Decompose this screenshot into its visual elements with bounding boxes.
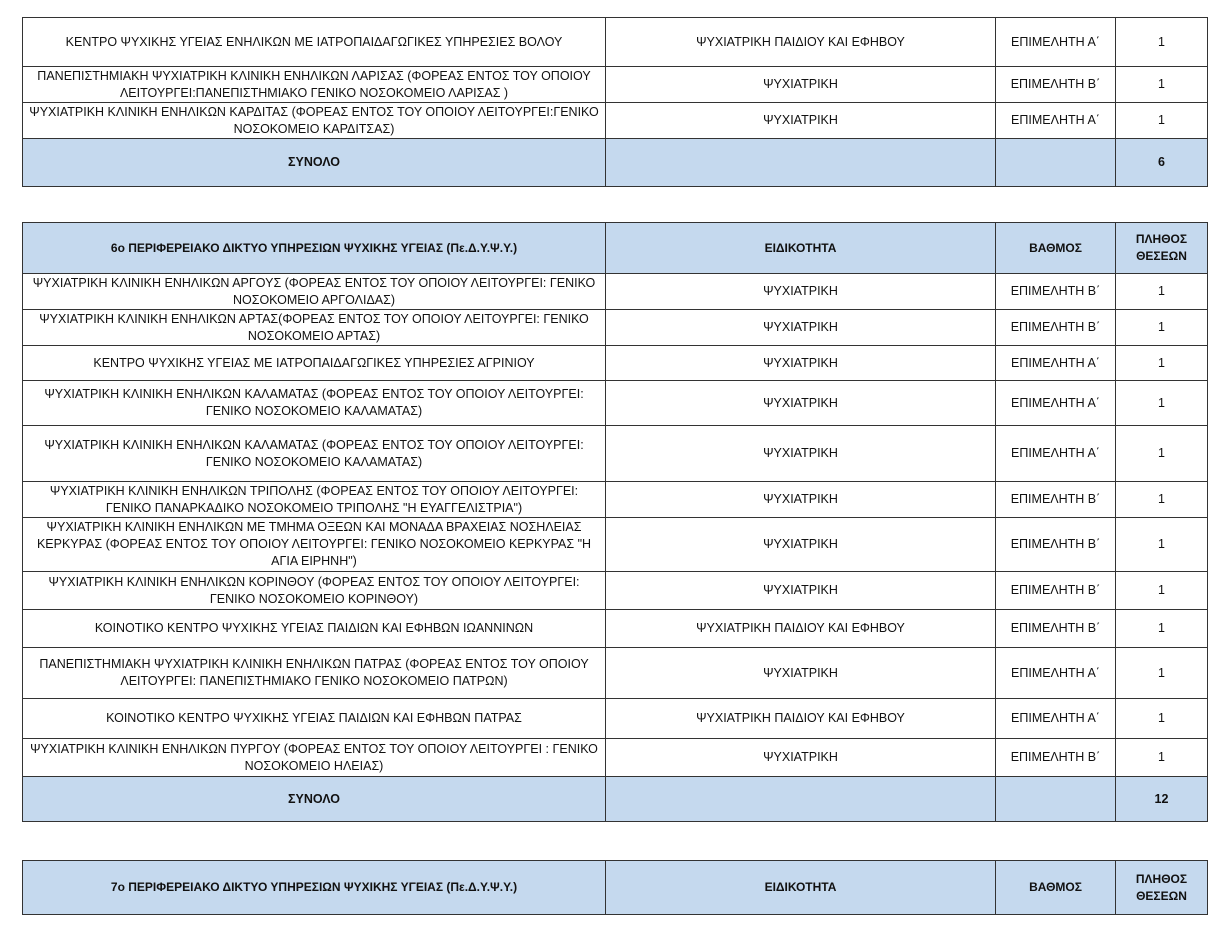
grade-cell: ΕΠΙΜΕΛΗΤΗ Β΄ [996, 572, 1116, 610]
specialty-cell: ΨΥΧΙΑΤΡΙΚΗ [606, 739, 996, 777]
specialty-cell: ΨΥΧΙΑΤΡΙΚΗ [606, 67, 996, 103]
table-row [23, 572, 1208, 610]
positions-cell: 1 [1116, 18, 1208, 67]
table-row [23, 274, 1208, 310]
grade-cell: ΕΠΙΜΕΛΗΤΗ Α΄ [996, 103, 1116, 139]
positions-cell: 1 [1116, 346, 1208, 381]
unit-cell: ΨΥΧΙΑΤΡΙΚΗ ΚΛΙΝΙΚΗ ΕΝΗΛΙΚΩΝ ΑΡΤΑΣ(ΦΟΡΕΑΣ ΕΝΤΟΣ ΤΟΥ ΟΠΟΙΟΥ ΛΕΙΤΟΥΡΓΕΙ: ΓΕΝΙΚΟ ΝΟΣΟΚΟΜΕΙΟ ΑΡΤΑΣ) [23, 310, 606, 346]
table-row [23, 648, 1208, 699]
header-specialty: ΕΙΔΙΚΟΤΗΤΑ [606, 861, 996, 915]
header-grade: ΒΑΘΜΟΣ [996, 223, 1116, 274]
region-6-table [22, 222, 1208, 822]
total-row [23, 777, 1208, 822]
total-value: 12 [1116, 777, 1208, 822]
positions-cell: 1 [1116, 572, 1208, 610]
positions-cell: 1 [1116, 648, 1208, 699]
table-row [23, 518, 1208, 572]
specialty-cell: ΨΥΧΙΑΤΡΙΚΗ [606, 310, 996, 346]
specialty-cell: ΨΥΧΙΑΤΡΙΚΗ [606, 346, 996, 381]
grade-cell: ΕΠΙΜΕΛΗΤΗ Β΄ [996, 518, 1116, 572]
unit-cell: ΠΑΝΕΠΙΣΤΗΜΙΑΚΗ ΨΥΧΙΑΤΡΙΚΗ ΚΛΙΝΙΚΗ ΕΝΗΛΙΚΩΝ ΛΑΡΙΣΑΣ (ΦΟΡΕΑΣ ΕΝΤΟΣ ΤΟΥ ΟΠΟΙΟΥ ΛΕΙΤΟΥΡΓΕΙ:ΠΑΝΕΠΙΣΤΗΜΙΑΚΟ ΓΕΝΙΚΟ ΝΟΣΟΚΟΜΕΙΟ ΛΑΡΙΣΑΣ ) [23, 67, 606, 103]
unit-cell: ΚΟΙΝΟΤΙΚΟ ΚΕΝΤΡΟ ΨΥΧΙΚΗΣ ΥΓΕΙΑΣ ΠΑΙΔΙΩΝ ΚΑΙ ΕΦΗΒΩΝ ΙΩΑΝΝΙΝΩΝ [23, 610, 606, 648]
specialty-cell: ΨΥΧΙΑΤΡΙΚΗ ΠΑΙΔΙΟΥ ΚΑΙ ΕΦΗΒΟΥ [606, 699, 996, 739]
unit-cell: ΚΕΝΤΡΟ ΨΥΧΙΚΗΣ ΥΓΕΙΑΣ ΜΕ ΙΑΤΡΟΠΑΙΔΑΓΩΓΙΚΕΣ ΥΠΗΡΕΣΙΕΣ ΑΓΡΙΝΙΟΥ [23, 346, 606, 381]
empty-cell [606, 777, 996, 822]
region-7-table [22, 860, 1208, 915]
header-unit: 7ο ΠΕΡΙΦΕΡΕΙΑΚΟ ΔΙΚΤΥΟ ΥΠΗΡΕΣΙΩΝ ΨΥΧΙΚΗΣ ΥΓΕΙΑΣ (Πε.Δ.Υ.Ψ.Υ.) [23, 861, 606, 915]
specialty-cell: ΨΥΧΙΑΤΡΙΚΗ [606, 482, 996, 518]
table-row [23, 699, 1208, 739]
total-value: 6 [1116, 139, 1208, 187]
empty-cell [606, 139, 996, 187]
grade-cell: ΕΠΙΜΕΛΗΤΗ Β΄ [996, 310, 1116, 346]
positions-cell: 1 [1116, 739, 1208, 777]
specialty-cell: ΨΥΧΙΑΤΡΙΚΗ [606, 572, 996, 610]
table-row [23, 482, 1208, 518]
table-row [23, 610, 1208, 648]
header-row [23, 223, 1208, 274]
table-row [23, 426, 1208, 482]
unit-cell: ΚΕΝΤΡΟ ΨΥΧΙΚΗΣ ΥΓΕΙΑΣ ΕΝΗΛΙΚΩΝ ΜΕ ΙΑΤΡΟΠΑΙΔΑΓΩΓΙΚΕΣ ΥΠΗΡΕΣΙΕΣ ΒΟΛΟΥ [23, 18, 606, 67]
unit-cell: ΨΥΧΙΑΤΡΙΚΗ ΚΛΙΝΙΚΗ ΕΝΗΛΙΚΩΝ ΜΕ ΤΜΗΜΑ ΟΞΕΩΝ ΚΑΙ ΜΟΝΑΔΑ ΒΡΑΧΕΙΑΣ ΝΟΣΗΛΕΙΑΣ ΚΕΡΚΥΡΑΣ (ΦΟΡΕΑΣ ΕΝΤΟΣ ΤΟΥ ΟΠΟΙΟΥ ΛΕΙΤΟΥΡΓΕΙ: ΓΕΝΙΚΟ ΝΟΣΟΚΟΜΕΙΟ ΚΕΡΚΥΡΑΣ "Η ΑΓΙΑ ΕΙΡΗΝΗ") [23, 518, 606, 572]
unit-cell: ΨΥΧΙΑΤΡΙΚΗ ΚΛΙΝΙΚΗ ΕΝΗΛΙΚΩΝ ΑΡΓΟΥΣ (ΦΟΡΕΑΣ ΕΝΤΟΣ ΤΟΥ ΟΠΟΙΟΥ ΛΕΙΤΟΥΡΓΕΙ: ΓΕΝΙΚΟ ΝΟΣΟΚΟΜΕΙΟ ΑΡΓΟΛΙΔΑΣ) [23, 274, 606, 310]
header-positions-line1: ΠΛΗΘΟΣ [1135, 871, 1188, 886]
specialty-cell: ΨΥΧΙΑΤΡΙΚΗ ΠΑΙΔΙΟΥ ΚΑΙ ΕΦΗΒΟΥ [606, 610, 996, 648]
empty-cell [996, 139, 1116, 187]
header-specialty: ΕΙΔΙΚΟΤΗΤΑ [606, 223, 996, 274]
table-row [23, 18, 1208, 67]
header-row [23, 861, 1208, 915]
unit-cell: ΨΥΧΙΑΤΡΙΚΗ ΚΛΙΝΙΚΗ ΕΝΗΛΙΚΩΝ ΚΟΡΙΝΘΟΥ (ΦΟΡΕΑΣ ΕΝΤΟΣ ΤΟΥ ΟΠΟΙΟΥ ΛΕΙΤΟΥΡΓΕΙ: ΓΕΝΙΚΟ ΝΟΣΟΚΟΜΕΙΟ ΚΟΡΙΝΘΟΥ) [23, 572, 606, 610]
header-grade: ΒΑΘΜΟΣ [996, 861, 1116, 915]
unit-cell: ΨΥΧΙΑΤΡΙΚΗ ΚΛΙΝΙΚΗ ΕΝΗΛΙΚΩΝ ΚΑΛΑΜΑΤΑΣ (ΦΟΡΕΑΣ ΕΝΤΟΣ ΤΟΥ ΟΠΟΙΟΥ ΛΕΙΤΟΥΡΓΕΙ: ΓΕΝΙΚΟ ΝΟΣΟΚΟΜΕΙΟ ΚΑΛΑΜΑΤΑΣ) [23, 381, 606, 426]
table-row [23, 739, 1208, 777]
positions-cell: 1 [1116, 381, 1208, 426]
table-row [23, 310, 1208, 346]
grade-cell: ΕΠΙΜΕΛΗΤΗ Α΄ [996, 18, 1116, 67]
region-5-table [22, 17, 1208, 187]
total-label: ΣΥΝΟΛΟ [23, 139, 606, 187]
header-positions [1116, 223, 1208, 274]
grade-cell: ΕΠΙΜΕΛΗΤΗ Α΄ [996, 381, 1116, 426]
header-positions-line1: ΠΛΗΘΟΣ [1135, 232, 1188, 246]
table-row [23, 346, 1208, 381]
unit-cell: ΠΑΝΕΠΙΣΤΗΜΙΑΚΗ ΨΥΧΙΑΤΡΙΚΗ ΚΛΙΝΙΚΗ ΕΝΗΛΙΚΩΝ ΠΑΤΡΑΣ (ΦΟΡΕΑΣ ΕΝΤΟΣ ΤΟΥ ΟΠΟΙΟΥ ΛΕΙΤΟΥΡΓΕΙ: ΠΑΝΕΠΙΣΤΗΜΙΑΚΟ ΓΕΝΙΚΟ ΝΟΣΟΚΟΜΕΙΟ ΠΑΤΡΩΝ) [23, 648, 606, 699]
total-row [23, 139, 1208, 187]
table-row [23, 67, 1208, 103]
specialty-cell: ΨΥΧΙΑΤΡΙΚΗ [606, 518, 996, 572]
grade-cell: ΕΠΙΜΕΛΗΤΗ Α΄ [996, 699, 1116, 739]
unit-cell: ΨΥΧΙΑΤΡΙΚΗ ΚΛΙΝΙΚΗ ΕΝΗΛΙΚΩΝ ΠΥΡΓΟΥ (ΦΟΡΕΑΣ ΕΝΤΟΣ ΤΟΥ ΟΠΟΙΟΥ ΛΕΙΤΟΥΡΓΕΙ : ΓΕΝΙΚΟ ΝΟΣΟΚΟΜΕΙΟ ΗΛΕΙΑΣ) [23, 739, 606, 777]
positions-cell: 1 [1116, 699, 1208, 739]
specialty-cell: ΨΥΧΙΑΤΡΙΚΗ [606, 648, 996, 699]
total-label: ΣΥΝΟΛΟ [23, 777, 606, 822]
positions-cell: 1 [1116, 610, 1208, 648]
grade-cell: ΕΠΙΜΕΛΗΤΗ Β΄ [996, 67, 1116, 103]
positions-cell: 1 [1116, 274, 1208, 310]
positions-cell: 1 [1116, 482, 1208, 518]
header-unit: 6ο ΠΕΡΙΦΕΡΕΙΑΚΟ ΔΙΚΤΥΟ ΥΠΗΡΕΣΙΩΝ ΨΥΧΙΚΗΣ ΥΓΕΙΑΣ (Πε.Δ.Υ.Ψ.Υ.) [23, 223, 606, 274]
grade-cell: ΕΠΙΜΕΛΗΤΗ Β΄ [996, 274, 1116, 310]
grade-cell: ΕΠΙΜΕΛΗΤΗ Β΄ [996, 482, 1116, 518]
table-row [23, 103, 1208, 139]
unit-cell: ΨΥΧΙΑΤΡΙΚΗ ΚΛΙΝΙΚΗ ΕΝΗΛΙΚΩΝ ΤΡΙΠΟΛΗΣ (ΦΟΡΕΑΣ ΕΝΤΟΣ ΤΟΥ ΟΠΟΙΟΥ ΛΕΙΤΟΥΡΓΕΙ: ΓΕΝΙΚΟ ΠΑΝΑΡΚΑΔΙΚΟ ΝΟΣΟΚΟΜΕΙΟ ΤΡΙΠΟΛΗΣ "Η ΕΥΑΓΓΕΛΙΣΤΡΙΑ") [23, 482, 606, 518]
grade-cell: ΕΠΙΜΕΛΗΤΗ Β΄ [996, 610, 1116, 648]
unit-cell: ΚΟΙΝΟΤΙΚΟ ΚΕΝΤΡΟ ΨΥΧΙΚΗΣ ΥΓΕΙΑΣ ΠΑΙΔΙΩΝ ΚΑΙ ΕΦΗΒΩΝ ΠΑΤΡΑΣ [23, 699, 606, 739]
positions-cell: 1 [1116, 103, 1208, 139]
specialty-cell: ΨΥΧΙΑΤΡΙΚΗ [606, 426, 996, 482]
positions-cell: 1 [1116, 310, 1208, 346]
positions-cell: 1 [1116, 426, 1208, 482]
empty-cell [996, 777, 1116, 822]
unit-cell: ΨΥΧΙΑΤΡΙΚΗ ΚΛΙΝΙΚΗ ΕΝΗΛΙΚΩΝ ΚΑΡΔΙΤΑΣ (ΦΟΡΕΑΣ ΕΝΤΟΣ ΤΟΥ ΟΠΟΙΟΥ ΛΕΙΤΟΥΡΓΕΙ:ΓΕΝΙΚΟ ΝΟΣΟΚΟΜΕΙΟ ΚΑΡΔΙΤΣΑΣ) [23, 103, 606, 139]
grade-cell: ΕΠΙΜΕΛΗΤΗ Β΄ [996, 739, 1116, 777]
table-row [23, 381, 1208, 426]
positions-cell: 1 [1116, 67, 1208, 103]
unit-cell: ΨΥΧΙΑΤΡΙΚΗ ΚΛΙΝΙΚΗ ΕΝΗΛΙΚΩΝ ΚΑΛΑΜΑΤΑΣ (ΦΟΡΕΑΣ ΕΝΤΟΣ ΤΟΥ ΟΠΟΙΟΥ ΛΕΙΤΟΥΡΓΕΙ: ΓΕΝΙΚΟ ΝΟΣΟΚΟΜΕΙΟ ΚΑΛΑΜΑΤΑΣ) [23, 426, 606, 482]
specialty-cell: ΨΥΧΙΑΤΡΙΚΗ [606, 274, 996, 310]
grade-cell: ΕΠΙΜΕΛΗΤΗ Α΄ [996, 426, 1116, 482]
positions-cell: 1 [1116, 518, 1208, 572]
header-positions-line2: ΘΕΣΕΩΝ [1136, 888, 1187, 903]
specialty-cell: ΨΥΧΙΑΤΡΙΚΗ ΠΑΙΔΙΟΥ ΚΑΙ ΕΦΗΒΟΥ [606, 18, 996, 67]
specialty-cell: ΨΥΧΙΑΤΡΙΚΗ [606, 103, 996, 139]
grade-cell: ΕΠΙΜΕΛΗΤΗ Α΄ [996, 346, 1116, 381]
header-positions [1116, 861, 1208, 915]
header-positions-line2: ΘΕΣΕΩΝ [1136, 249, 1187, 263]
specialty-cell: ΨΥΧΙΑΤΡΙΚΗ [606, 381, 996, 426]
grade-cell: ΕΠΙΜΕΛΗΤΗ Α΄ [996, 648, 1116, 699]
